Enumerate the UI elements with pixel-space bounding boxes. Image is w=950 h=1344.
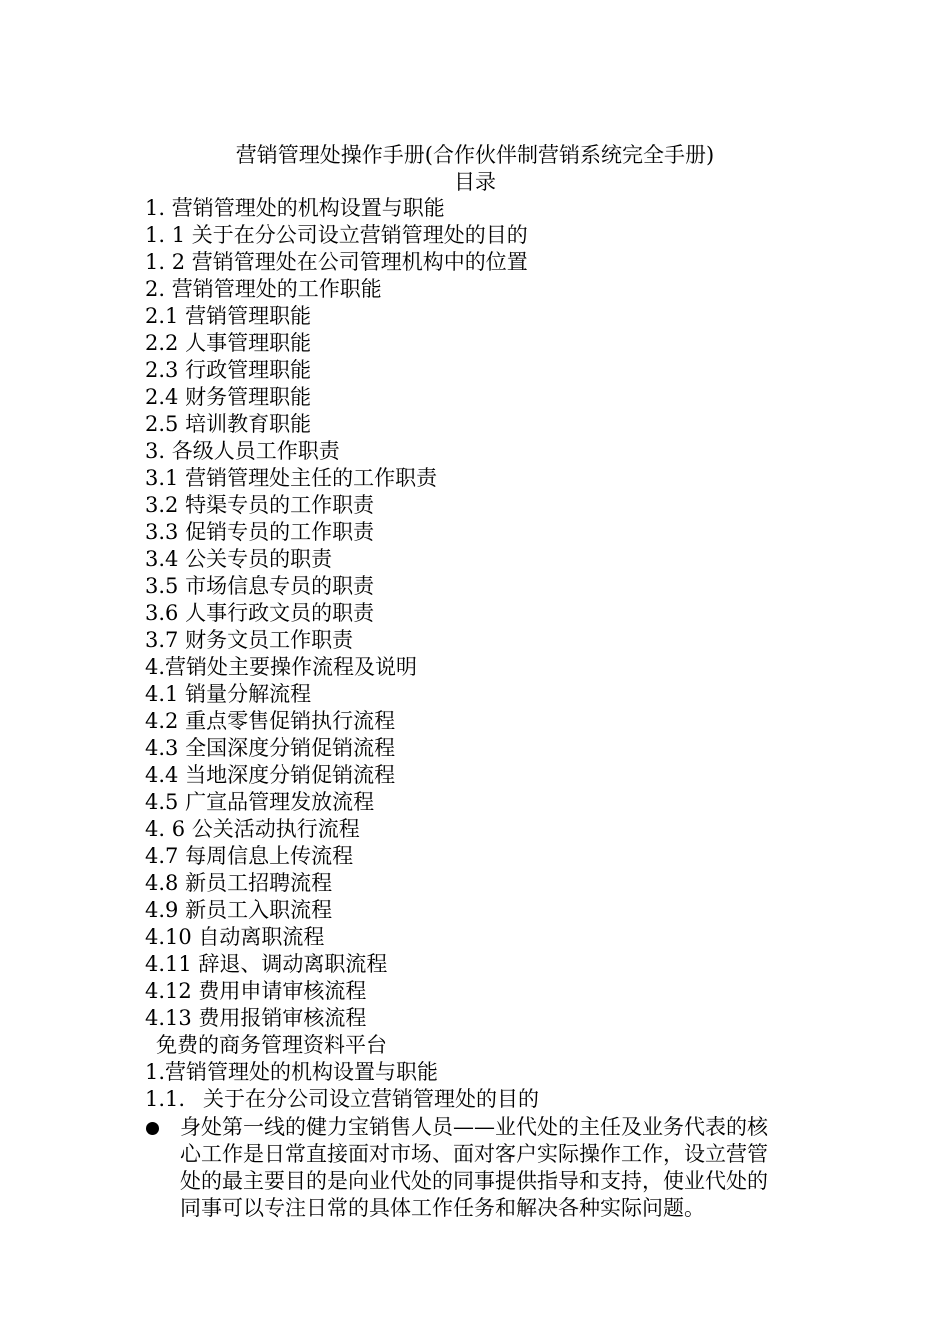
table-of-contents bbox=[145, 195, 528, 1032]
toc-item: 1. 1 关于在分公司设立营销管理处的目的 bbox=[145, 223, 528, 247]
bullet-paragraph bbox=[180, 1114, 810, 1222]
toc-item: 3.5 市场信息专员的职责 bbox=[145, 574, 375, 598]
section-heading: 1.营销管理处的机构设置与职能 bbox=[145, 1060, 439, 1084]
toc-item: 4.12 费用申请审核流程 bbox=[145, 979, 367, 1003]
subsection-title: 关于在分公司设立营销管理处的目的 bbox=[203, 1087, 539, 1111]
toc-item: 3. 各级人员工作职责 bbox=[145, 439, 340, 463]
toc-item: 4.13 费用报销审核流程 bbox=[145, 1006, 367, 1030]
toc-item: 3.1 营销管理处主任的工作职责 bbox=[145, 466, 438, 490]
toc-item: 2.1 营销管理职能 bbox=[145, 304, 312, 328]
toc-item: 4.9 新员工入职流程 bbox=[145, 898, 333, 922]
toc-item: 3.4 公关专员的职责 bbox=[145, 547, 333, 571]
toc-item: 2.5 培训教育职能 bbox=[145, 412, 312, 436]
subsection-number: 1.1. bbox=[145, 1087, 186, 1111]
toc-item: 4.7 每周信息上传流程 bbox=[145, 844, 354, 868]
toc-item: 4.3 全国深度分销促销流程 bbox=[145, 736, 396, 760]
toc-item: 3.2 特渠专员的工作职责 bbox=[145, 493, 375, 517]
toc-item: 4.11 辞退、调动离职流程 bbox=[145, 952, 388, 976]
toc-item: 1. 2 营销管理处在公司管理机构中的位置 bbox=[145, 250, 528, 274]
document-title: 营销管理处操作手册(合作伙伴制营销系统完全手册) bbox=[235, 143, 715, 167]
toc-item: 1. 营销管理处的机构设置与职能 bbox=[145, 196, 445, 220]
paragraph-line: 处的最主要目的是向业代处的同事提供指导和支持，使业代处的 bbox=[180, 1169, 768, 1193]
bullet-icon bbox=[146, 1122, 159, 1135]
toc-item: 4.4 当地深度分销促销流程 bbox=[145, 763, 396, 787]
toc-item: 4.8 新员工招聘流程 bbox=[145, 871, 333, 895]
toc-item: 4. 6 公关活动执行流程 bbox=[145, 817, 360, 841]
platform-note: 免费的商务管理资料平台 bbox=[156, 1033, 387, 1057]
paragraph-line: 同事可以专注日常的具体工作任务和解决各种实际问题。 bbox=[180, 1196, 705, 1220]
toc-item: 2.4 财务管理职能 bbox=[145, 385, 312, 409]
toc-item: 2.3 行政管理职能 bbox=[145, 358, 312, 382]
toc-item: 2. 营销管理处的工作职能 bbox=[145, 277, 382, 301]
toc-item: 4.5 广宣品管理发放流程 bbox=[145, 790, 375, 814]
toc-item: 3.6 人事行政文员的职责 bbox=[145, 601, 375, 625]
toc-item: 4.2 重点零售促销执行流程 bbox=[145, 709, 396, 733]
paragraph-line: 身处第一线的健力宝销售人员——业代处的主任及业务代表的核 bbox=[180, 1115, 768, 1139]
toc-item: 4.10 自动离职流程 bbox=[145, 925, 325, 949]
toc-item: 2.2 人事管理职能 bbox=[145, 331, 312, 355]
toc-item: 3.7 财务文员工作职责 bbox=[145, 628, 354, 652]
toc-item: 4.营销处主要操作流程及说明 bbox=[145, 655, 418, 679]
paragraph-line: 心工作是日常直接面对市场、面对客户实际操作工作，设立营管 bbox=[180, 1142, 768, 1166]
toc-heading: 目录 bbox=[454, 170, 496, 194]
toc-item: 3.3 促销专员的工作职责 bbox=[145, 520, 375, 544]
toc-item: 4.1 销量分解流程 bbox=[145, 682, 312, 706]
